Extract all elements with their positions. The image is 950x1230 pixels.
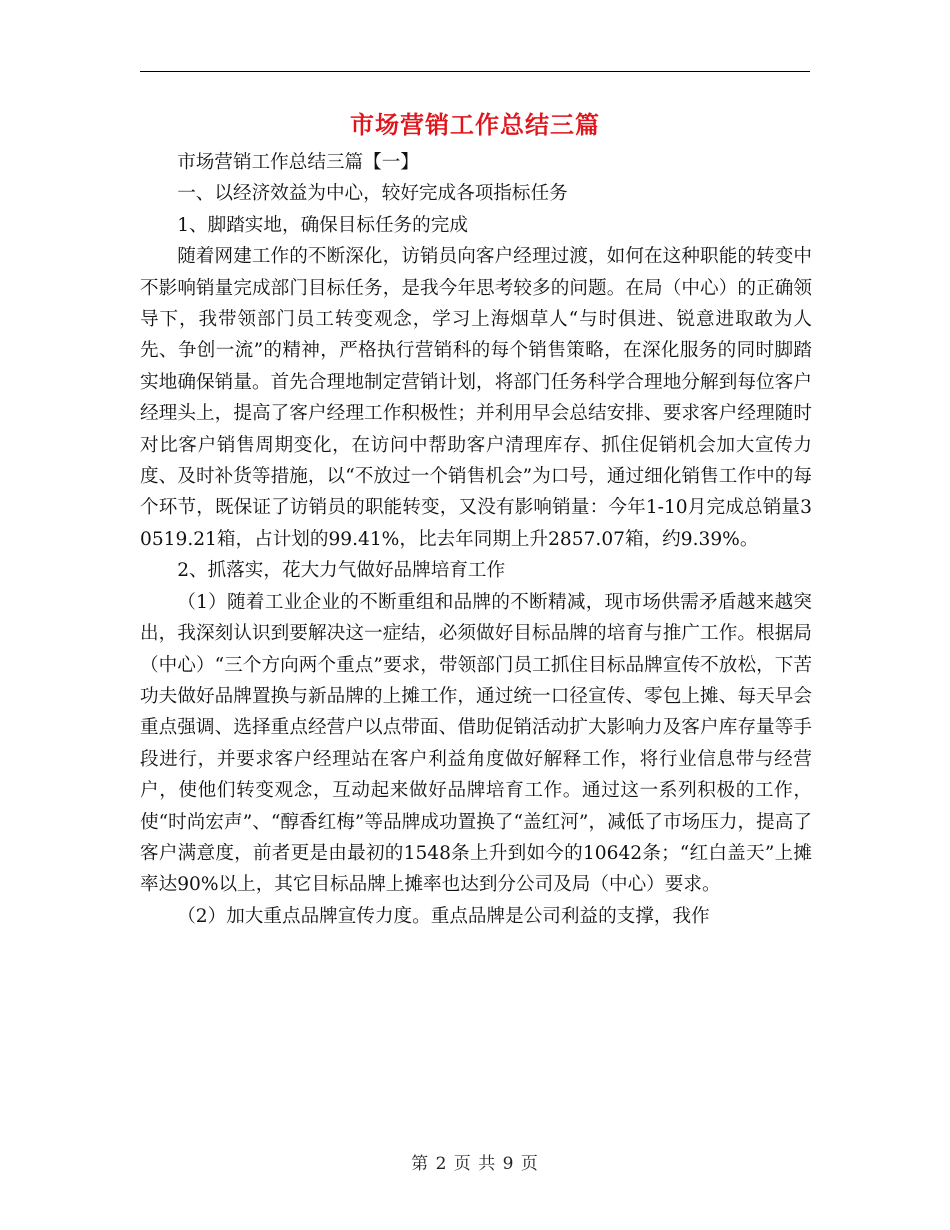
body-paragraph: （2）加大重点品牌宣传力度。重点品牌是公司利益的支撑，我作	[177, 905, 710, 927]
item-heading: 2、抓落实，花大力气做好品牌培育工作	[177, 560, 506, 582]
item-heading: 1、脚踏实地，确保目标任务的完成	[177, 214, 468, 236]
document-title: 市场营销工作总结三篇	[350, 110, 600, 139]
header-rule	[140, 71, 810, 72]
subsection-heading: 一、以经济效益为中心，较好完成各项指标任务	[177, 183, 568, 205]
body-paragraph: 随着网建工作的不断深化，访销员向客户经理过渡，如何在这种职能的转变中不影响销量完成部门目标任务，是我今年思考较多的问题。在局（中心）的正确领导下，我带领部门员工转变观念，学习上海烟草人“与时俱进、锐意进取敢为人先、争创一流”的精神，严格执行营销科的每个销售策略，在深化服务的同时脚踏实地确保销量。首先合理地制定营销计划，将部门任务科学合理地分解到每位客户经理头上，提高了客户经理工作积极性；并利用早会总结安排、要求客户经理随时对比客户销售周期变化，在访问中帮助客户清理库存、抓住促销机会加大宣传力度、及时补货等措施，以“不放过一个销售机会”为口号，通过细化销售工作中的每个环节，既保证了访销员的职能转变，又没有影响销量：今年1-10月完成总销量30519.21箱，占计划的99.41%，比去年同期上升2857.07箱，约9.39%。	[140, 246, 812, 550]
document-body	[140, 147, 812, 932]
page-number: 第 2 页 共 9 页	[411, 1154, 539, 1174]
section-heading: 市场营销工作总结三篇【一】	[177, 152, 419, 173]
body-paragraph: （1）随着工业企业的不断重组和品牌的不断精减，现市场供需矛盾越来越突出，我深刻认识到要解决这一症结，必须做好目标品牌的培育与推广工作。根据局（中心）“三个方向两个重点”要求，带领部门员工抓住目标品牌宣传不放松，下苦功夫做好品牌置换与新品牌的上摊工作，通过统一口径宣传、零包上摊、每天早会重点强调、选择重点经营户以点带面、借助促销活动扩大影响力及客户库存量等手段进行，并要求客户经理站在客户利益角度做好解释工作，将行业信息带与经营户，使他们转变观念，互动起来做好品牌培育工作。通过这一系列积极的工作，使“时尚宏声”、“醇香红梅”等品牌成功置换了“盖红河”，减低了市场压力，提高了客户满意度，前者更是由最初的1548条上升到如今的10642条；“红白盖天”上摊率达90%以上，其它目标品牌上摊率也达到分公司及局（中心）要求。	[140, 591, 812, 896]
